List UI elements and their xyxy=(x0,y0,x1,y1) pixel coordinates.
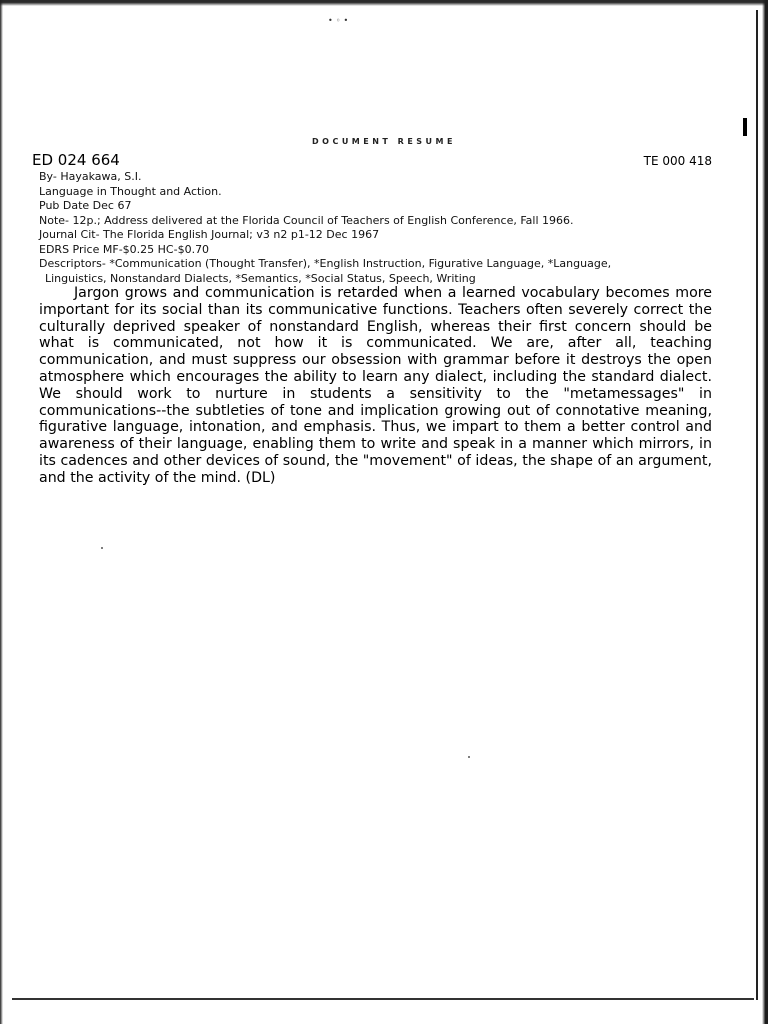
ed-number: ED 024 664 xyxy=(32,151,120,169)
pub-date-line: Pub Date Dec 67 xyxy=(39,199,132,212)
scan-tick-mark xyxy=(743,118,747,136)
te-number: TE 000 418 xyxy=(643,154,712,168)
scan-edge-top xyxy=(0,0,768,6)
scan-speck xyxy=(468,756,470,758)
scan-edge-right xyxy=(762,0,768,1024)
scan-edge-left xyxy=(0,0,3,1024)
title-line: Language in Thought and Action. xyxy=(39,184,222,198)
descriptors-line-continued: Linguistics, Nonstandard Dialects, *Semantics, *Social Status, Speech, Writing xyxy=(45,271,476,285)
scan-right-rule xyxy=(756,10,758,1000)
edrs-price-line: EDRS Price MF-$0.25 HC-$0.70 xyxy=(39,242,210,256)
scan-bottom-line xyxy=(12,998,754,1000)
author-line: By- Hayakawa, S.I. xyxy=(39,170,142,183)
metadata-block xyxy=(39,170,719,286)
scan-smudge: •◦• xyxy=(328,16,352,25)
descriptors-line: Descriptors- *Communication (Thought Transfer), *English Instruction, Figurative Language, *Language, xyxy=(39,257,612,270)
note-line: Note- 12p.; Address delivered at the Florida Council of Teachers of English Conference, Fall 1966. xyxy=(39,213,574,227)
journal-line: Journal Cit- The Florida English Journal; v3 n2 p1-12 Dec 1967 xyxy=(39,228,380,241)
document-resume-heading: DOCUMENT RESUME xyxy=(312,137,456,146)
scan-speck xyxy=(101,547,103,549)
abstract-paragraph: Jargon grows and communication is retarded when a learned vocabulary becomes more important for its social than its communicative functions. Teachers often severely correct the culturally deprived speaker of nonstandard English, whereas their first concern should be what is communicated, not how it is communicated. We are, after all, teaching communication, and must suppress our obsession with grammar before it destroys the open atmosphere which encourages the ability to learn any dialect, including the standard dialect. We should work to nurture in students a sensitivity to the "metamessages" in communications--the subtleties of tone and implication growing out of connotative meaning, figurative language, intonation, and emphasis. Thus, we impart to them a better control and awareness of their language, enabling them to write and speak in a manner which mirrors, in its cadences and other devices of sound, the "movement" of ideas, the shape of an argument, and the activity of the mind. (DL) xyxy=(39,285,712,486)
